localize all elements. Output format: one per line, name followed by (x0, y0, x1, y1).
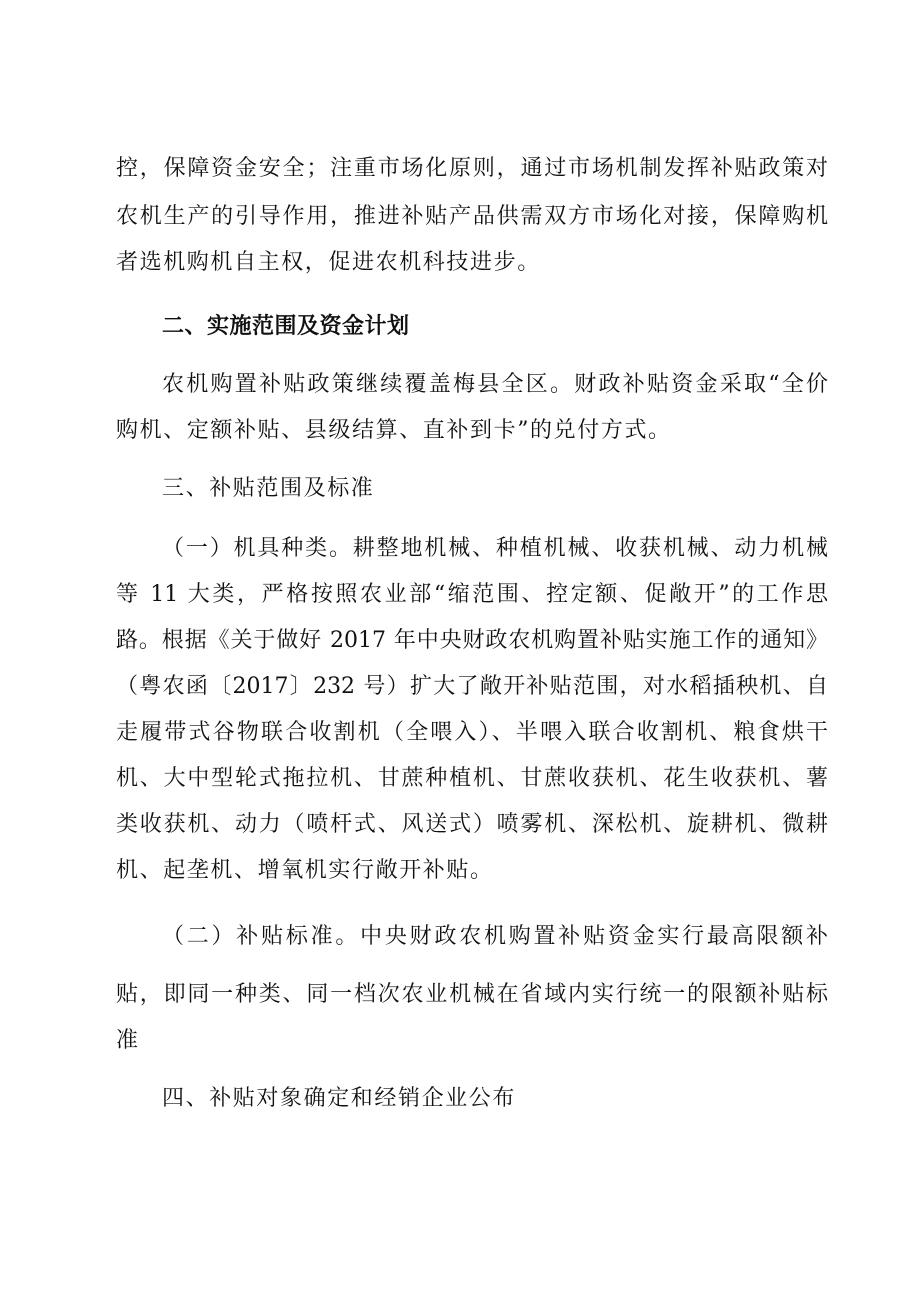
paragraph-line: 走履带式谷物联合收割机（全喂入）、半喂入联合收割机、粮食烘干 (116, 720, 828, 745)
paragraph-line: 农机生产的引导作用，推进补贴产品供需双方市场化对接，保障购机 (116, 204, 828, 229)
paragraph-line: 者选机购机自主权，促进农机科技进步。 (116, 250, 541, 275)
paragraph-line: 机、起垄机、增氧机实行敞开补贴。 (116, 858, 494, 883)
paragraph-line: 控，保障资金安全；注重市场化原则，通过市场机制发挥补贴政策对 (116, 156, 828, 181)
section-heading: 二、实施范围及资金计划 (162, 314, 410, 339)
paragraph-line: （二）补贴标准。中央财政农机购置补贴资金实行最高限额补 (162, 924, 828, 949)
paragraph-line: 贴，即同一种类、同一档次农业机械在省域内实行统一的限额补贴标 (116, 982, 828, 1007)
paragraph-line: 等 11 大类，严格按照农业部“缩范围、控定额、促敞开”的工作思 (116, 582, 828, 607)
paragraph-line: 机、大中型轮式拖拉机、甘蔗种植机、甘蔗收获机、花生收获机、薯 (116, 766, 828, 791)
paragraph-line: 农机购置补贴政策继续覆盖梅县全区。财政补贴资金采取“全价 (162, 372, 828, 397)
paragraph-line: 路。根据《关于做好 2017 年中央财政农机购置补贴实施工作的通知》 (116, 628, 828, 653)
section-heading: 四、补贴对象确定和经销企业公布 (162, 1086, 517, 1111)
paragraph-line: （粤农函〔2017〕232 号）扩大了敞开补贴范围，对水稻插秧机、自 (116, 674, 828, 699)
section-heading: 三、补贴范围及标准 (162, 476, 375, 501)
paragraph-line: （一）机具种类。耕整地机械、种植机械、收获机械、动力机械 (162, 536, 828, 561)
paragraph-line: 类收获机、动力（喷杆式、风送式）喷雾机、深松机、旋耕机、微耕 (116, 812, 828, 837)
paragraph-line: 准 (116, 1028, 140, 1053)
paragraph-line: 购机、定额补贴、县级结算、直补到卡”的兑付方式。 (116, 418, 672, 443)
